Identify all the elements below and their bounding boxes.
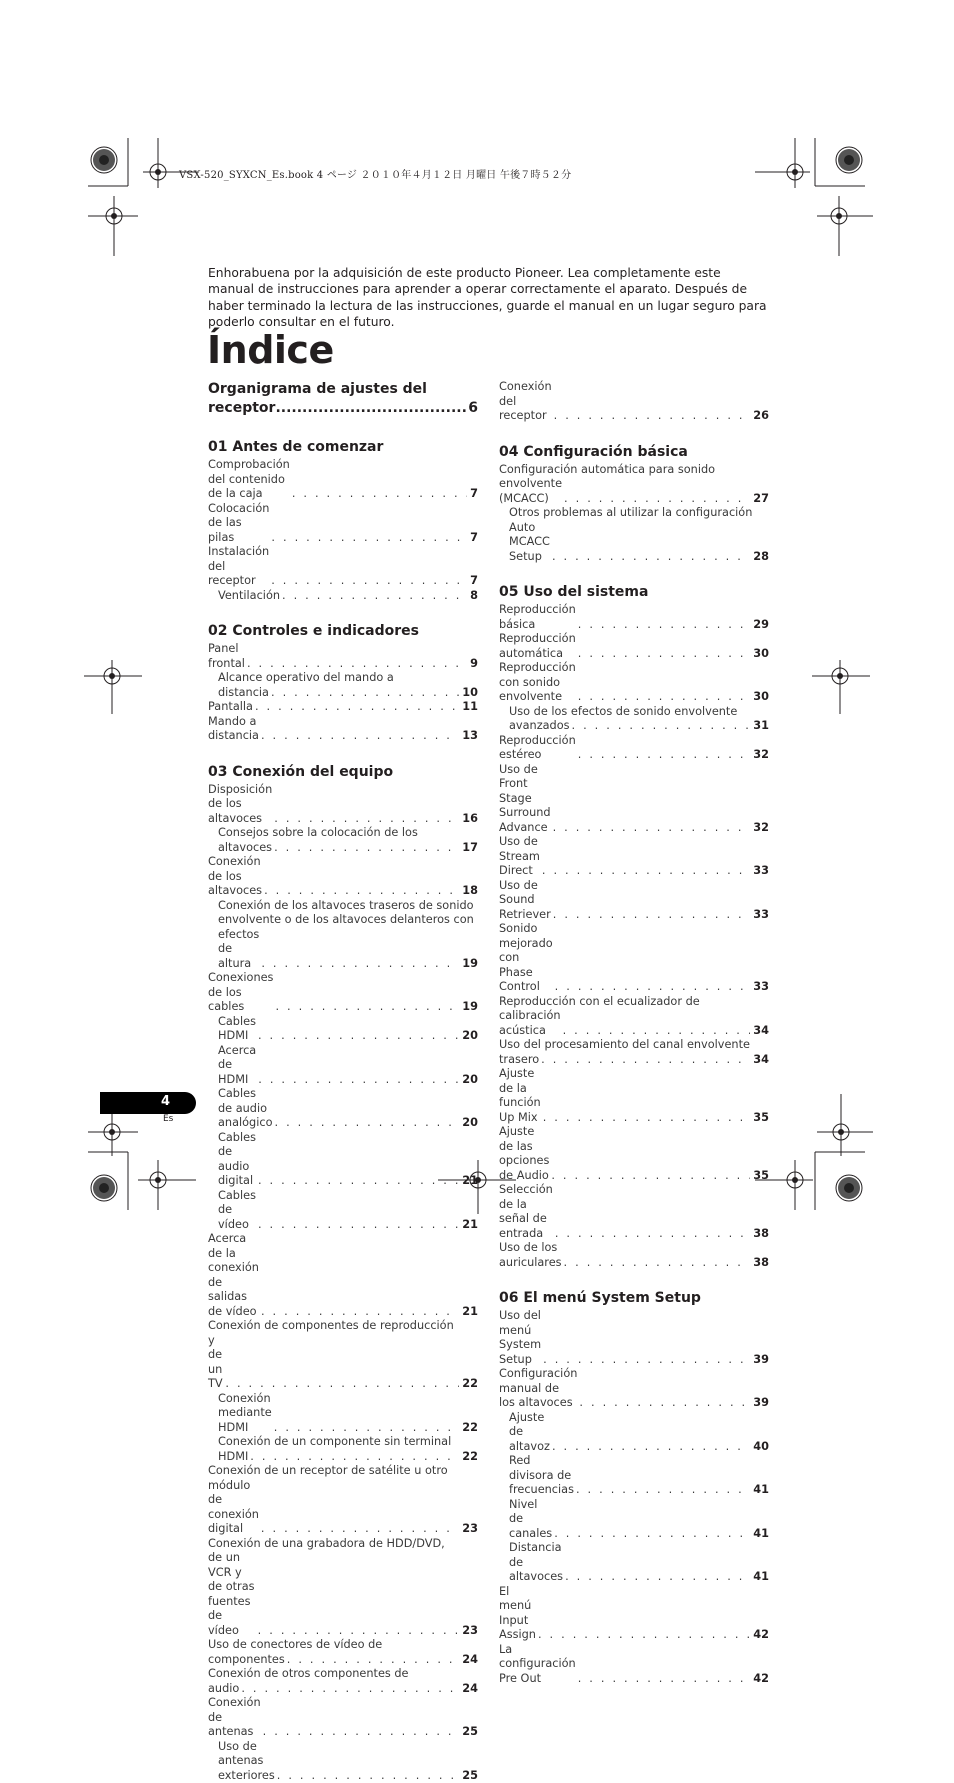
section-title: 04 Configuración básica	[499, 443, 769, 462]
leader-dots	[553, 908, 751, 923]
leader-dots	[551, 1169, 750, 1184]
toc-entry-text: Otros problemas al utilizar la configuración	[509, 506, 752, 521]
toc-page-number: 7	[470, 574, 478, 589]
toc-entry-line-1[interactable]	[208, 826, 478, 841]
registration-mark-middle-left	[84, 660, 144, 716]
toc-entry-text: Alcance operativo del mando a	[218, 671, 394, 686]
toc-entry[interactable]	[499, 477, 769, 506]
toc-entry-text: de un VCR y de otras fuentes de vídeo	[208, 1551, 256, 1638]
leader-dots	[274, 812, 459, 827]
toc-entry[interactable]	[208, 1450, 478, 1465]
toc-page-number: 9	[470, 657, 478, 672]
leader-dots	[553, 821, 751, 836]
toc-entry-line-1[interactable]	[499, 506, 769, 521]
toc-page-number: 35	[753, 1169, 769, 1184]
toc-entry-text: Reproducción con el ecualizador de	[499, 995, 700, 1010]
leader-dots	[258, 1073, 459, 1088]
toc-entry[interactable]	[499, 661, 769, 705]
toc-page-number: 25	[462, 1769, 478, 1783]
toc-entry[interactable]	[208, 642, 478, 671]
toc-entry-text: componentes	[208, 1653, 285, 1668]
registration-mark-top-right	[755, 138, 875, 258]
toc-entry-text: Conexión mediante HDMI	[218, 1392, 272, 1436]
page-number: 4	[161, 1094, 170, 1109]
toc-entry-text: Conexión de un receptor de satélite u otro	[208, 1464, 448, 1479]
toc-page-number: 39	[753, 1396, 769, 1411]
leader-dots	[555, 980, 751, 995]
toc-entry[interactable]	[208, 1653, 478, 1668]
toc-entry[interactable]	[499, 603, 769, 632]
toc-page-number: 35	[753, 1111, 769, 1126]
leader-dots	[274, 1421, 460, 1436]
section-title: 06 El menú System Setup	[499, 1289, 769, 1308]
registration-mark-middle-right	[812, 660, 872, 716]
toc-entry[interactable]	[208, 458, 478, 502]
toc-entry-text: Nivel de canales	[509, 1498, 552, 1542]
toc-page-number: 39	[753, 1353, 769, 1368]
leader-dots	[225, 1377, 459, 1392]
toc-entry-text: Conexión de una grabadora de HDD/DVD,	[208, 1537, 445, 1552]
toc-page-number: 24	[462, 1653, 478, 1668]
toc-entry-text: Conexión de otros componentes de	[208, 1667, 409, 1682]
toc-entry[interactable]	[499, 1125, 769, 1183]
toc-page-number: 6	[468, 399, 478, 418]
toc-entry-text: Reproducción automática	[499, 632, 576, 661]
toc-entry-text: Disposición de los altavoces	[208, 783, 272, 827]
toc-section-06	[499, 1289, 769, 1686]
toc-page-number: 22	[462, 1377, 478, 1392]
toc-page-number: 22	[462, 1450, 478, 1465]
section-title: 03 Conexión del equipo	[208, 763, 478, 782]
toc-entry[interactable]	[208, 1087, 478, 1131]
toc-entry[interactable]	[499, 1541, 769, 1585]
toc-entry[interactable]	[499, 1183, 769, 1241]
toc-entry-text: Cables HDMI	[218, 1015, 256, 1044]
toc-entry[interactable]	[499, 719, 769, 734]
toc-entry[interactable]	[208, 1392, 478, 1436]
toc-entry-text: Comprobación del contenido de la caja	[208, 458, 290, 502]
toc-lead-entry[interactable]	[208, 380, 478, 418]
section-title: 02 Controles e indicadores	[208, 622, 478, 641]
toc-page-number: 11	[462, 700, 478, 715]
toc-entry[interactable]	[208, 1015, 478, 1044]
leader-dots	[258, 1218, 459, 1233]
toc-entry-line-1[interactable]	[499, 1038, 769, 1053]
section-title: 05 Uso del sistema	[499, 583, 769, 602]
toc-entry-text: Conexión de antenas	[208, 1696, 261, 1740]
toc-entry[interactable]	[499, 1585, 769, 1643]
toc-page-number: 32	[753, 748, 769, 763]
leader-dots	[578, 1672, 751, 1687]
toc-page-number: 33	[753, 864, 769, 879]
toc-entry-text: avanzados	[509, 719, 570, 734]
toc-entry-line-1[interactable]	[208, 1537, 478, 1552]
toc-entry-text: Mando a distancia	[208, 715, 259, 744]
toc-entry-text: Ajuste de las opciones de Audio	[499, 1125, 549, 1183]
leader-dots	[275, 1000, 459, 1015]
toc-entry[interactable]	[499, 734, 769, 763]
toc-entry-text: efectos de altura	[218, 928, 259, 972]
toc-entry[interactable]	[499, 380, 769, 424]
toc-page-number: 33	[753, 908, 769, 923]
toc-entry-line-1[interactable]	[208, 1638, 478, 1653]
toc-entry-text: Cables de vídeo	[218, 1189, 256, 1233]
toc-entry-line-1[interactable]	[208, 1435, 478, 1450]
toc-entry[interactable]	[208, 1334, 478, 1392]
toc-page-number: 41	[753, 1483, 769, 1498]
toc-entry-text: Uso de los auriculares	[499, 1241, 562, 1270]
toc-page-number: 16	[462, 812, 478, 827]
toc-entry-text: Ajuste de altavoz	[509, 1411, 550, 1455]
toc-entry[interactable]	[499, 763, 769, 836]
toc-page-number: 28	[753, 550, 769, 565]
toc-entry-text: Reproducción estéreo	[499, 734, 576, 763]
leader-dots	[578, 647, 751, 662]
toc-entry-line-1[interactable]	[499, 995, 769, 1010]
toc-entry[interactable]	[208, 783, 478, 827]
toc-page-number: 41	[753, 1570, 769, 1585]
toc-page-number: 17	[462, 841, 478, 856]
toc-page-number: 7	[470, 487, 478, 502]
leader-dots	[555, 1227, 750, 1242]
toc-page-number: 29	[753, 618, 769, 633]
toc-entry[interactable]	[499, 1411, 769, 1455]
toc-entry-text: Uso de conectores de vídeo de	[208, 1638, 382, 1653]
toc-entry-text: Conexión de los altavoces traseros de sonido	[218, 899, 474, 914]
toc-entry-text: Auto MCACC Setup	[509, 521, 550, 565]
print-file-header: VSX-520_SYXCN_Es.book 4 ページ ２０１０年４月１２日 月曜日 午後７時５２分	[179, 166, 571, 181]
section-title: 01 Antes de comenzar	[208, 438, 478, 457]
toc-entry-line-1[interactable]	[208, 899, 478, 914]
toc-entry-text: Ventilación	[218, 589, 280, 604]
leader-dots	[247, 657, 467, 672]
toc-page-number: 21	[462, 1218, 478, 1233]
toc-entry-text: Instalación del receptor	[208, 545, 269, 589]
toc-entry-text: Uso del procesamiento del canal envolvente	[499, 1038, 750, 1053]
toc-entry[interactable]	[208, 1131, 478, 1189]
toc-entry[interactable]	[208, 686, 478, 701]
toc-entry-text: HDMI	[218, 1450, 248, 1465]
leader-dots	[275, 399, 468, 418]
toc-entry-text: Uso de Sound Retriever	[499, 879, 551, 923]
toc-entry-text: Configuración manual de los altavoces	[499, 1367, 577, 1411]
leader-dots	[554, 409, 751, 424]
toc-section-05	[499, 583, 769, 1270]
toc-entry-text: Acerca de la conexión de salidas de vídeo	[208, 1232, 259, 1319]
toc-entry-text: Reproducción con sonido envolvente	[499, 661, 576, 705]
toc-entry-line-1[interactable]	[499, 705, 769, 720]
toc-page-number: 30	[753, 647, 769, 662]
toc-page-number: 19	[462, 957, 478, 972]
toc-entry[interactable]	[208, 1189, 478, 1233]
toc-page-number: 8	[470, 589, 478, 604]
toc-section-02	[208, 622, 478, 744]
toc-entry-text: Conexiones de los cables	[208, 971, 273, 1015]
toc-entry-text: Colocación de las pilas	[208, 502, 269, 546]
leader-dots	[578, 748, 751, 763]
toc-entry-text: Uso de los efectos de sonido envolvente	[509, 705, 737, 720]
toc-page-number: 23	[462, 1522, 478, 1537]
toc-page-number: 18	[462, 884, 478, 899]
toc-entry-text: Reproducción básica	[499, 603, 576, 632]
leader-dots	[274, 841, 459, 856]
toc-page-number: 10	[462, 686, 478, 701]
leader-dots	[564, 492, 750, 507]
page-number-badge	[100, 1092, 196, 1114]
toc-lead-line-1: Organigrama de ajustes del	[208, 380, 478, 399]
toc-entry[interactable]	[208, 1682, 478, 1697]
leader-dots	[552, 1440, 750, 1455]
toc-entry[interactable]	[499, 1643, 769, 1687]
leader-dots	[255, 700, 459, 715]
toc-entry[interactable]	[208, 715, 478, 744]
leader-dots	[261, 1305, 459, 1320]
toc-page-number: 30	[753, 690, 769, 705]
toc-entry-text: La configuración Pre Out	[499, 1643, 576, 1687]
leader-dots	[565, 1570, 750, 1585]
toc-page-number: 40	[753, 1440, 769, 1455]
toc-entry-text: El menú Input Assign	[499, 1585, 536, 1643]
toc-entry[interactable]	[499, 521, 769, 565]
toc-page-number: 24	[462, 1682, 478, 1697]
toc-entry[interactable]	[208, 1551, 478, 1638]
toc-entry-text: Red divisora de frecuencias	[509, 1454, 574, 1498]
toc-entry[interactable]	[208, 841, 478, 856]
toc-entry-text: trasero	[499, 1053, 539, 1068]
toc-page-number: 41	[753, 1527, 769, 1542]
toc-entry-text: Pantalla	[208, 700, 253, 715]
leader-dots	[542, 864, 750, 879]
toc-entry[interactable]	[499, 1454, 769, 1498]
toc-entry[interactable]	[208, 1479, 478, 1537]
toc-page-number: 42	[753, 1628, 769, 1643]
toc-entry[interactable]	[499, 922, 769, 995]
leader-dots	[271, 574, 467, 589]
toc-entry[interactable]	[208, 1696, 478, 1740]
toc-page-number: 32	[753, 821, 769, 836]
toc-entry-text: módulo de conexión digital	[208, 1479, 259, 1537]
leader-dots	[261, 1522, 459, 1537]
toc-entry-text: Panel frontal	[208, 642, 245, 671]
toc-entry[interactable]	[499, 1067, 769, 1125]
toc-page-number: 34	[753, 1053, 769, 1068]
leader-dots	[538, 1628, 750, 1643]
toc-entry[interactable]	[499, 835, 769, 879]
toc-entry-line-1[interactable]	[208, 1667, 478, 1682]
toc-page-number: 21	[462, 1305, 478, 1320]
leader-dots	[292, 487, 467, 502]
leader-dots	[261, 729, 459, 744]
leader-dots	[572, 719, 751, 734]
toc-entry-line-2[interactable]	[208, 913, 478, 928]
toc-entry[interactable]	[499, 1241, 769, 1270]
leader-dots	[277, 1769, 460, 1783]
leader-dots	[258, 1029, 459, 1044]
toc-entry-text: y de un TV	[208, 1334, 223, 1392]
toc-entry-text: Conexión del receptor	[499, 380, 552, 424]
leader-dots	[564, 1256, 751, 1271]
toc-page-number: 38	[753, 1227, 769, 1242]
toc-entry[interactable]	[208, 1740, 478, 1783]
toc-page-number: 25	[462, 1725, 478, 1740]
leader-dots	[578, 618, 751, 633]
leader-dots	[543, 1111, 751, 1126]
toc-entry[interactable]	[499, 1367, 769, 1411]
toc-page-number: 26	[753, 409, 769, 424]
leader-dots	[579, 1396, 750, 1411]
leader-dots	[263, 1725, 460, 1740]
toc-entry[interactable]	[208, 545, 478, 589]
leader-dots	[541, 1053, 750, 1068]
toc-entry[interactable]	[499, 1009, 769, 1038]
intro-paragraph: Enhorabuena por la adquisición de este producto Pioneer. Lea completamente este manual de instrucciones para aprender a operar correctamente el aparato. Después de haber terminado la lectura de las instrucciones, guarde el manual en un lugar seguro para poderlo consultar en el futuro.	[208, 265, 768, 330]
toc-entry-text: Uso de Front Stage Surround Advance	[499, 763, 551, 836]
leader-dots	[271, 531, 467, 546]
toc-page-number: 20	[462, 1116, 478, 1131]
leader-dots	[241, 1682, 459, 1697]
leader-dots	[563, 1024, 751, 1039]
toc-entry-text: envolvente o de los altavoces delanteros con	[218, 913, 474, 928]
leader-dots	[578, 690, 751, 705]
leader-dots	[282, 589, 467, 604]
toc-entry[interactable]	[208, 928, 478, 972]
toc-entry-line-1[interactable]	[208, 1319, 478, 1334]
toc-entry-text: Uso del menú System Setup	[499, 1309, 541, 1367]
toc-page-number: 23	[462, 1624, 478, 1639]
toc-entry[interactable]	[208, 589, 478, 604]
toc-section-03-continued	[499, 380, 769, 424]
toc-entry-line-1[interactable]	[208, 671, 478, 686]
toc-entry[interactable]	[499, 1498, 769, 1542]
toc-page-number: 20	[462, 1029, 478, 1044]
toc-page-number: 33	[753, 980, 769, 995]
leader-dots	[261, 957, 459, 972]
toc-entry[interactable]	[208, 855, 478, 899]
leader-dots	[271, 686, 459, 701]
leader-dots	[543, 1353, 750, 1368]
leader-dots	[552, 550, 750, 565]
toc-entry-text: Ajuste de la función Up Mix	[499, 1067, 541, 1125]
toc-page-number: 38	[753, 1256, 769, 1271]
toc-left-column	[208, 380, 478, 1783]
toc-page-number: 22	[462, 1421, 478, 1436]
toc-right-column	[499, 380, 769, 1686]
leader-dots	[264, 884, 459, 899]
toc-section-03	[208, 763, 478, 1783]
toc-entry[interactable]	[499, 879, 769, 923]
toc-entry[interactable]	[208, 1044, 478, 1088]
leader-dots	[287, 1653, 460, 1668]
toc-entry[interactable]	[499, 1053, 769, 1068]
toc-page-number: 27	[753, 492, 769, 507]
leader-dots	[275, 1116, 460, 1131]
toc-entry[interactable]	[208, 502, 478, 546]
registration-mark-bottom-right	[755, 1094, 875, 1214]
toc-entry[interactable]	[208, 1232, 478, 1319]
toc-entry-text: Cables de audio analógico	[218, 1087, 273, 1131]
toc-page-number: 20	[462, 1073, 478, 1088]
toc-entry-text: Acerca de HDMI	[218, 1044, 256, 1088]
registration-mark-top-left	[88, 138, 198, 258]
toc-entry-text: Selección de la señal de entrada	[499, 1183, 553, 1241]
toc-section-01	[208, 438, 478, 603]
page-title: Índice	[207, 328, 334, 372]
toc-section-04	[499, 443, 769, 565]
toc-entry-text: Conexión de componentes de reproducción	[208, 1319, 454, 1334]
toc-page-number: 31	[753, 719, 769, 734]
leader-dots	[576, 1483, 750, 1498]
toc-entry-text: Conexión de un componente sin terminal	[218, 1435, 451, 1450]
toc-entry-text: audio	[208, 1682, 239, 1697]
toc-entry-text: calibración acústica	[499, 1009, 561, 1038]
toc-page-number: 19	[462, 1000, 478, 1015]
toc-entry[interactable]	[208, 971, 478, 1015]
toc-lead-line-2: receptor	[208, 399, 275, 418]
toc-page-number: 13	[462, 729, 478, 744]
toc-page-number: 42	[753, 1672, 769, 1687]
toc-entry-line-1[interactable]	[499, 463, 769, 478]
toc-entry[interactable]	[208, 700, 478, 715]
leader-dots	[258, 1174, 459, 1189]
leader-dots	[554, 1527, 750, 1542]
language-code: Es	[163, 1114, 173, 1124]
toc-entry-text: distancia	[218, 686, 269, 701]
toc-entry-text: Uso de antenas exteriores	[218, 1740, 275, 1783]
toc-entry[interactable]	[499, 632, 769, 661]
toc-page-number: 7	[470, 531, 478, 546]
toc-entry-text: Conexión de los altavoces	[208, 855, 262, 899]
toc-entry-text: Distancia de altavoces	[509, 1541, 563, 1585]
toc-entry-text: Cables de audio digital	[218, 1131, 256, 1189]
toc-page-number: 21	[462, 1174, 478, 1189]
leader-dots	[250, 1450, 459, 1465]
toc-entry-text: Sonido mejorado con Phase Control	[499, 922, 553, 995]
toc-entry-line-1[interactable]	[208, 1464, 478, 1479]
toc-entry-text: Consejos sobre la colocación de los	[218, 826, 418, 841]
toc-entry[interactable]	[499, 1309, 769, 1367]
toc-entry-text: Uso de Stream Direct	[499, 835, 540, 879]
toc-entry-text: Configuración automática para sonido	[499, 463, 715, 478]
toc-entry-text: altavoces	[218, 841, 272, 856]
toc-page-number: 34	[753, 1024, 769, 1039]
toc-entry-text: envolvente (MCACC)	[499, 477, 562, 506]
leader-dots	[258, 1624, 460, 1639]
